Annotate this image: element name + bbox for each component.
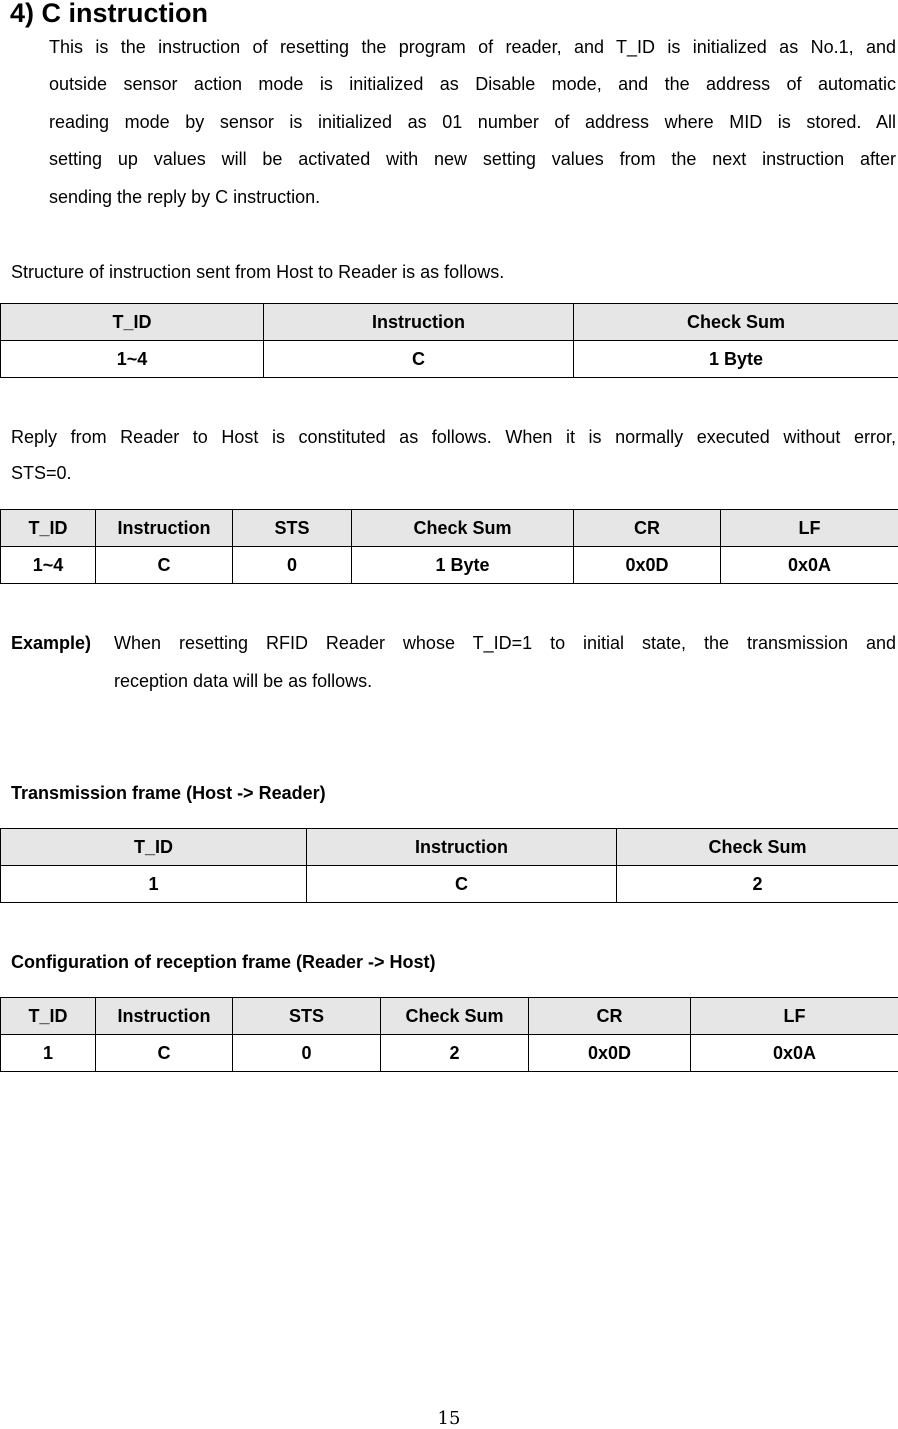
table-row (1, 866, 898, 903)
table-header-cell: STS (233, 510, 352, 547)
table-header-cell: LF (691, 998, 898, 1035)
table-header-cell: T_ID (1, 998, 96, 1035)
table-header-cell: LF (721, 510, 898, 547)
reception-caption: Configuration of reception frame (Reader -> Host) (11, 952, 436, 972)
page-number: 15 (437, 1408, 461, 1429)
table-header-cell: Check Sum (574, 304, 898, 341)
reception-frame-table (0, 997, 898, 1072)
table-cell: 0x0A (691, 1035, 898, 1072)
table-cell: 1 Byte (352, 547, 574, 584)
intro-line: sending the reply by C instruction. (49, 187, 321, 207)
table-cell: 2 (381, 1035, 529, 1072)
section-heading: 4) C instruction (10, 0, 209, 28)
table-header-row (1, 829, 898, 866)
table-header-cell: CR (529, 998, 691, 1035)
intro-line: This is the instruction of resetting the program of reader, and T_ID is initialized as No.1, and (49, 37, 896, 57)
table-header-cell: Instruction (307, 829, 617, 866)
table-cell: C (307, 866, 617, 903)
table-header-cell: Check Sum (617, 829, 898, 866)
transmission-frame-table (0, 828, 898, 903)
table-row (1, 341, 898, 378)
table-header-row (1, 510, 898, 547)
host-to-reader-structure-table (0, 303, 898, 378)
table-cell: 0x0D (529, 1035, 691, 1072)
table-header-cell: STS (233, 998, 381, 1035)
table-cell: 2 (617, 866, 898, 903)
table-cell: 0 (233, 547, 352, 584)
table-cell: 1 Byte (574, 341, 898, 378)
table-header-cell: Instruction (96, 998, 233, 1035)
example-line: When resetting RFID Reader whose T_ID=1 to initial state, the transmission and (114, 633, 896, 653)
table-cell: 1 (1, 1035, 96, 1072)
table-cell: 1~4 (1, 341, 264, 378)
table-header-cell: T_ID (1, 510, 96, 547)
table-header-cell: T_ID (1, 829, 307, 866)
table-header-cell: Instruction (96, 510, 233, 547)
reader-to-host-reply-table (0, 509, 898, 584)
table-header-cell: CR (574, 510, 721, 547)
reply-line: Reply from Reader to Host is constituted as follows. When it is normally executed without error, (11, 427, 896, 447)
table-header-row (1, 998, 898, 1035)
table-cell: 0x0D (574, 547, 721, 584)
intro-line: reading mode by sensor is initialized as 01 number of address where MID is stored. All (49, 112, 896, 132)
table-header-cell: Check Sum (352, 510, 574, 547)
structure-caption: Structure of instruction sent from Host to Reader is as follows. (11, 262, 505, 282)
intro-line: outside sensor action mode is initialized as Disable mode, and the address of automatic (49, 74, 896, 94)
table-cell: C (96, 1035, 233, 1072)
example-line: reception data will be as follows. (114, 671, 373, 691)
example-label: Example) (11, 633, 92, 653)
table-cell: C (96, 547, 233, 584)
intro-line: setting up values will be activated with new setting values from the next instruction after (49, 149, 896, 169)
table-cell: C (264, 341, 574, 378)
table-header-cell: T_ID (1, 304, 264, 341)
table-header-cell: Instruction (264, 304, 574, 341)
table-cell: 0x0A (721, 547, 898, 584)
table-row (1, 547, 898, 584)
transmission-caption: Transmission frame (Host -> Reader) (11, 783, 326, 803)
table-header-cell: Check Sum (381, 998, 529, 1035)
table-cell: 1~4 (1, 547, 96, 584)
table-cell: 0 (233, 1035, 381, 1072)
reply-line: STS=0. (11, 463, 72, 483)
table-cell: 1 (1, 866, 307, 903)
table-row (1, 1035, 898, 1072)
table-header-row (1, 304, 898, 341)
